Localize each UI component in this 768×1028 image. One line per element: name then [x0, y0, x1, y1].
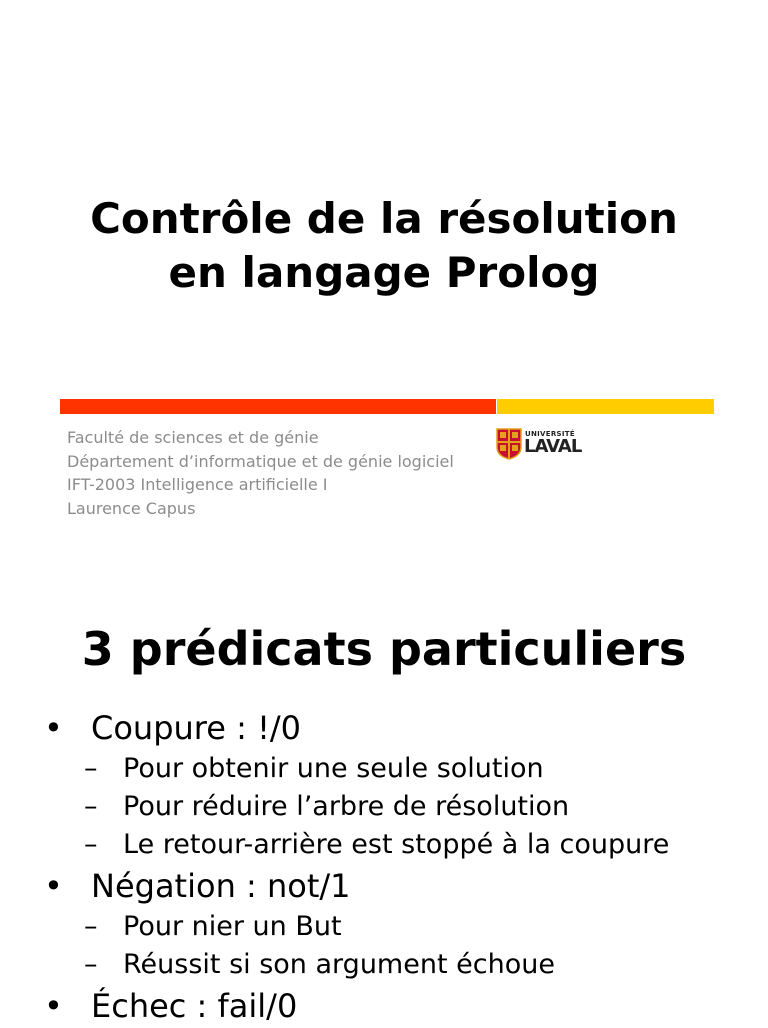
slide-title-line-2: en langage Prolog — [168, 248, 600, 297]
accent-bar-red — [60, 399, 496, 414]
sub-bullet-text: Réussit si son argument échoue — [123, 949, 555, 980]
bullet-mark: • — [44, 987, 63, 1025]
sub-bullet-text: Pour nier un But — [123, 911, 342, 942]
sub-bullet-text: Le retour-arrière est stoppé à la coupure — [123, 829, 670, 860]
bullet-item — [0, 864, 768, 908]
logo-universite-text: UNIVERSITÉ — [525, 430, 575, 438]
slide-2-title: 3 prédicats particuliers — [81, 622, 687, 676]
slide-title — [0, 192, 768, 300]
sub-bullet-mark: – — [84, 949, 98, 980]
bullet-item — [0, 706, 768, 750]
sub-bullet-mark: – — [84, 753, 98, 784]
author-line: Laurence Capus — [67, 498, 196, 518]
sub-bullet-item — [0, 946, 768, 984]
slide-title-line-1: Contrôle de la résolution — [90, 194, 678, 243]
bullet-text: Négation : not/1 — [91, 867, 351, 905]
bullet-text: Échec : fail/0 — [91, 987, 298, 1025]
bullet-mark: • — [44, 709, 63, 747]
bullet-mark: • — [44, 867, 63, 905]
sub-bullet-mark: – — [84, 911, 98, 942]
universite-laval-logo — [496, 428, 586, 462]
bullet-text: Coupure : !/0 — [91, 709, 302, 747]
course-line: IFT-2003 Intelligence artificielle I — [67, 475, 328, 494]
sub-bullet-item — [0, 908, 768, 946]
department-line: Département d’informatique et de génie logiciel — [67, 451, 454, 471]
accent-bar-yellow — [497, 399, 714, 414]
sub-bullet-item — [0, 826, 768, 864]
sub-bullet-text: Pour réduire l’arbre de résolution — [123, 791, 570, 822]
logo-laval-text: LAVAL — [524, 436, 582, 457]
sub-bullet-text: Pour obtenir une seule solution — [123, 753, 544, 784]
bullet-list — [0, 706, 768, 1028]
sub-bullet-item — [0, 750, 768, 788]
sub-bullet-mark: – — [84, 791, 98, 822]
sub-bullet-item — [0, 788, 768, 826]
faculty-line: Faculté de sciences et de génie — [67, 428, 319, 447]
course-info — [67, 426, 454, 520]
sub-bullet-mark: – — [84, 829, 98, 860]
laval-crest-icon — [496, 428, 522, 460]
bullet-item — [0, 984, 768, 1028]
